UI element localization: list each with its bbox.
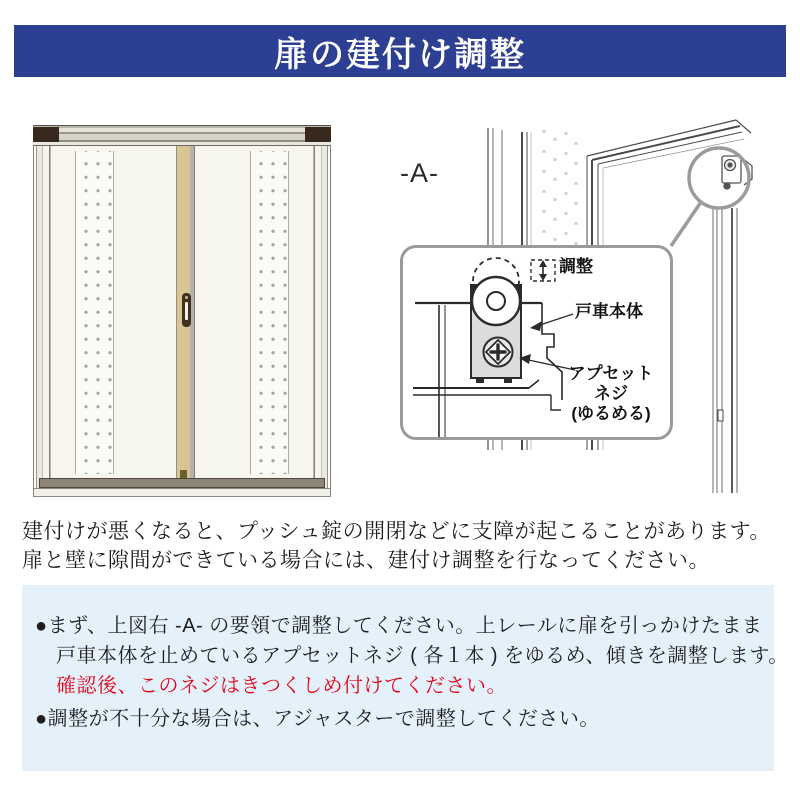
upset-screw-label-line3: (ゆるめる) [571, 404, 651, 423]
page-title: 扉の建付け調整 [274, 35, 526, 74]
intro-paragraph [22, 517, 782, 575]
header-bar [14, 25, 786, 77]
instruction-1-line-1: ●まず、上図右 -A- の要領で調整してください。上レールに扉を引っかけたまま [35, 615, 763, 637]
adjust-label: 調整 [559, 257, 593, 276]
instruction-item-2 [35, 704, 762, 734]
instruction-1-warning: 確認後、このネジはきつくしめ付けてください。 [56, 675, 507, 697]
perforated-strip-left [75, 151, 114, 474]
handle-keyhole [185, 296, 188, 299]
perforated-strip-right [250, 151, 289, 474]
upset-screw-label [551, 364, 671, 424]
roller-body-label: 戸車本体 [575, 302, 643, 321]
door-frame-right [314, 139, 331, 489]
corner-cap-left [33, 127, 59, 142]
door-frame-left [33, 139, 50, 489]
corner-cap-right [305, 127, 331, 142]
upset-screw-label-line1: アプセット [568, 364, 654, 383]
stile-foot [180, 470, 187, 478]
upset-screw-label-line2: ネジ [594, 384, 628, 403]
intro-line-2: 扉と壁に隙間ができている場合には、建付け調整を行なってください。 [22, 549, 710, 572]
door-panels [50, 146, 314, 478]
handle-slot [185, 302, 188, 320]
instruction-box [22, 585, 789, 771]
door-top-rail [33, 125, 331, 146]
door-bottom-frame [33, 488, 331, 497]
intro-line-1: 建付けが悪くなると、プッシュ錠の開閉などに支障が起こることがあります。 [22, 520, 771, 543]
door-bottom-rail [39, 478, 325, 488]
door-illustration [33, 125, 331, 497]
instruction-1-line-2: 戸車本体を止めているアプセットネジ ( 各１本 ) をゆるめ、傾きを調整します。 [56, 645, 789, 667]
roller-detail-callout [400, 245, 673, 440]
instruction-2-line-1: ●調整が不十分な場合は、アジャスターで調整してください。 [35, 708, 600, 730]
push-lock-handle [182, 293, 191, 327]
figure-a-label: -A- [400, 158, 439, 188]
instruction-item-1 [35, 611, 789, 701]
